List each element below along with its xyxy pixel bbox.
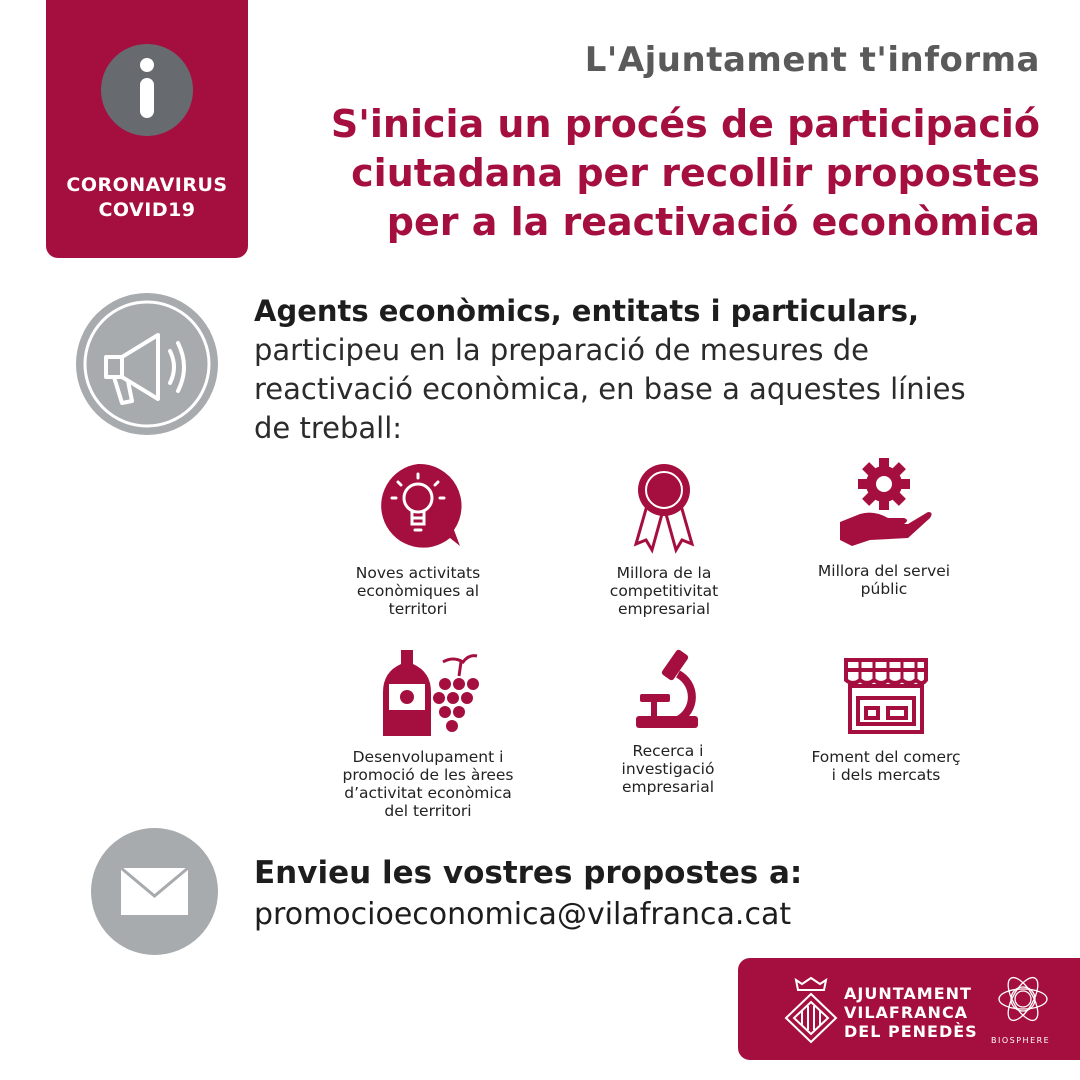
work-line-item	[554, 458, 774, 618]
contact-block	[254, 852, 802, 936]
contact-title: Envieu les vostres propostes a:	[254, 855, 803, 891]
microscope-icon	[618, 648, 718, 732]
badge-line-1: CORONAVIRUS	[66, 174, 228, 196]
work-line-label: Millora del servei públic	[817, 562, 951, 598]
headline-line: ciutadana per recollir propostes	[351, 151, 1040, 195]
work-line-item	[776, 656, 996, 784]
contact-email[interactable]: promocioeconomica@vilafranca.cat	[254, 897, 792, 932]
work-line-item	[308, 458, 528, 618]
hand-gear-icon	[834, 456, 934, 552]
org-name: AJUNTAMENT VILAFRANCA DEL PENEDÈS	[844, 984, 978, 1041]
badge-line-2: COVID19	[98, 199, 196, 221]
intro-line: participeu en la preparació de mesures de	[254, 333, 869, 367]
work-line-label: Noves activitats econòmiques al territori	[355, 564, 481, 618]
market-stall-icon	[836, 656, 936, 738]
coat-of-arms-icon	[782, 976, 840, 1044]
lightbulb-icon	[368, 458, 468, 554]
intro-line: reactivació econòmica, en base a aquestes línies	[254, 372, 966, 406]
headline-line: per a la reactivació econòmica	[386, 200, 1040, 244]
biosphere-label: BIOSPHERE	[991, 1036, 1051, 1045]
intro-line: de treball:	[254, 411, 403, 445]
kicker-title: L'Ajuntament t'informa	[584, 40, 1040, 80]
work-line-label: Recerca i investigació empresarial	[621, 742, 715, 796]
covid-badge	[46, 0, 248, 258]
info-icon	[101, 44, 193, 136]
headline-line: S'inicia un procés de participació	[330, 102, 1040, 146]
intro-bold: Agents econòmics, entitats i particulars,	[254, 294, 919, 328]
envelope-icon	[91, 828, 218, 955]
wine-grapes-icon	[373, 648, 483, 738]
work-line-label: Millora de la competitivitat empresarial	[609, 564, 719, 618]
intro-text	[254, 292, 1054, 448]
work-line-label: Desenvolupament i promoció de les àrees d’activitat econòmica del territori	[342, 748, 514, 820]
work-line-item	[318, 648, 538, 820]
award-ribbon-icon	[614, 458, 714, 554]
megaphone-icon	[76, 293, 218, 435]
footer-logo	[738, 958, 1080, 1060]
work-line-item	[558, 648, 778, 796]
headline	[331, 100, 1040, 247]
biosphere-icon	[996, 972, 1050, 1030]
work-line-item	[774, 456, 994, 598]
work-line-label: Foment del comerç i dels mercats	[811, 748, 961, 784]
